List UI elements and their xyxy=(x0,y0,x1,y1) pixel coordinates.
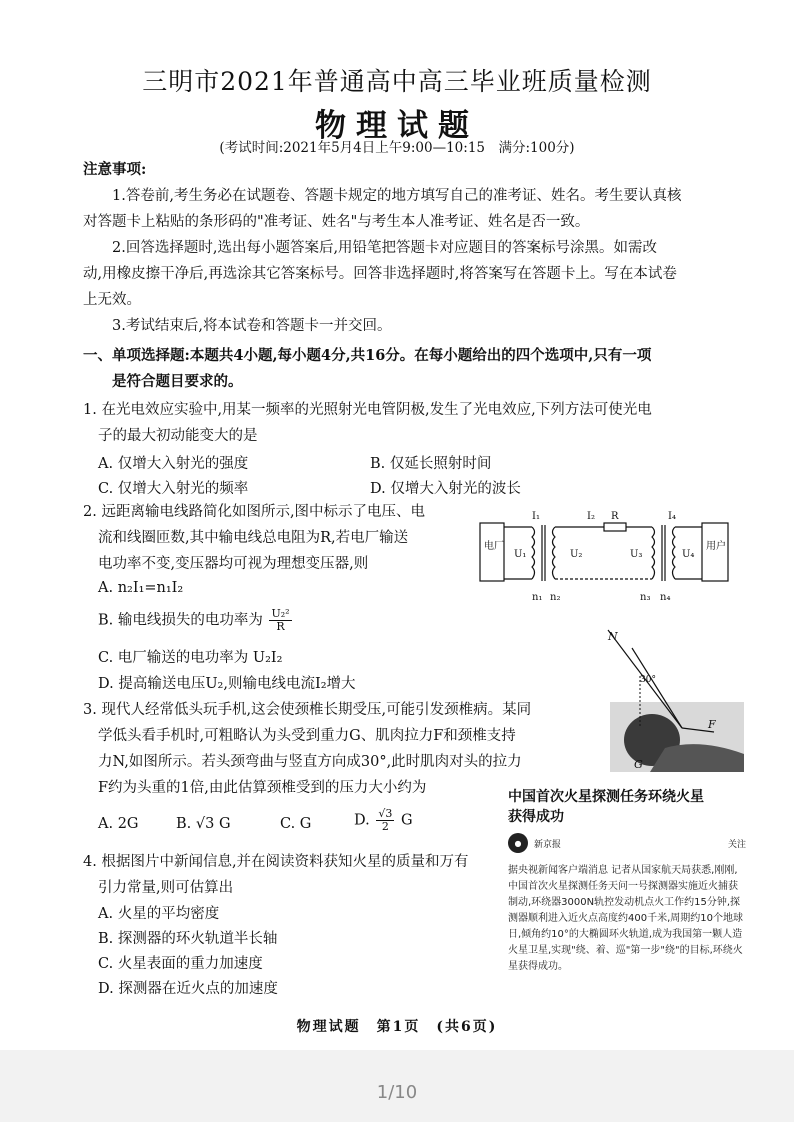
section-heading-cont: 是符合题目要求的。 xyxy=(112,373,243,390)
transmission-circuit-diagram xyxy=(470,505,740,605)
resistor-label: R xyxy=(611,511,619,522)
q2-option-b xyxy=(98,608,294,633)
force-f-label: F xyxy=(708,718,716,731)
fraction-numerator: √3 xyxy=(378,807,393,820)
turns-n3-label: n₃ xyxy=(640,592,651,603)
q1-stem: 1. 在光电效应实验中,用某一频率的光照射光电管阴极,发生了光电效应,下列方法可使光电 xyxy=(83,402,652,418)
voltage-u2-label: U₂ xyxy=(570,549,583,560)
q2-option-a: A. n₂I₁=n₁I₂ xyxy=(98,580,184,596)
notice-line: 动,用橡皮擦干净后,再选涂其它答案标号。回答非选择题时,将答案写在答题卡上。写在本试卷 xyxy=(83,266,677,282)
news-title-cont: 获得成功 xyxy=(508,809,564,825)
q2-stem-cont: 流和线圈匝数,其中输电线总电阻为R,若电厂输送 xyxy=(98,530,409,546)
neck-force-figure xyxy=(608,630,744,772)
q3-option-d-prefix: D. xyxy=(354,812,370,829)
exam-info: (考试时间:2021年5月4日上午9:00—10:15 满分:100分) xyxy=(219,140,575,156)
notice-line: 上无效。 xyxy=(83,292,141,308)
news-body: 据央视新闻客户端消息 记者从国家航天局获悉,刚刚,中国首次火星探测任务天问一号探测器实施近火捕获制动,环绕器3000N轨控发动机点火工作约15分钟,探测器顺利进入近火点高度约400千米,周期约10个地球日,倾角约10°的大椭圆环火轨道,成为我国第一颗人造火星卫星,实现"绕、着、巡"第一步"绕"的目标,环绕火星获得成功。 xyxy=(508,865,743,972)
news-title: 中国首次火星探测任务环绕火星 xyxy=(508,789,704,805)
fraction xyxy=(269,608,291,633)
notice-line: 对答题卡上粘贴的条形码的"准考证、姓名"与考生本人准考证、姓名是否一致。 xyxy=(83,214,590,230)
q2-option-c: C. 电厂输送的电功率为 U₂I₂ xyxy=(98,650,283,666)
q2-option-b-text: B. 输电线损失的电功率为 xyxy=(98,612,263,629)
q3-option-a: A. 2G xyxy=(98,816,139,832)
fraction-denominator: R xyxy=(276,620,285,633)
current-i4-label: I₄ xyxy=(668,511,676,522)
notice-line: 3.考试结束后,将本试卷和答题卡一并交回。 xyxy=(112,318,392,334)
q4-stem: 4. 根据图片中新闻信息,并在阅读资料获知火星的质量和万有 xyxy=(83,854,469,870)
q4-stem-cont: 引力常量,则可估算出 xyxy=(98,880,234,896)
q4-option-d: D. 探测器在近火点的加速度 xyxy=(98,981,278,997)
q3-stem-cont: 学低头看手机时,可粗略认为头受到重力G、肌肉拉力F和颈椎支持 xyxy=(98,728,516,744)
current-i2-label: I₂ xyxy=(587,511,595,522)
q1-option-d: D. 仅增大入射光的波长 xyxy=(370,481,521,497)
notice-line: 1.答卷前,考生务必在试题卷、答题卡规定的地方填写自己的准考证、姓名。考生要认真核 xyxy=(112,188,682,204)
news-source xyxy=(508,833,746,853)
news-source-name: 新京报 xyxy=(534,839,562,850)
news-clipping xyxy=(508,787,746,1017)
q2-option-d: D. 提高输送电压U₂,则输电线电流I₂增大 xyxy=(98,676,356,692)
q1-stem-cont: 子的最大初动能变大的是 xyxy=(98,428,258,444)
q3-stem: 3. 现代人经常低头玩手机,这会使颈椎长期受压,可能引发颈椎病。某同 xyxy=(83,702,532,718)
power-plant-label: 电厂 xyxy=(484,541,504,552)
q2-stem: 2. 远距离输电线路简化如图所示,图中标示了电压、电 xyxy=(83,504,426,520)
q4-option-b: B. 探测器的环火轨道半长轴 xyxy=(98,931,278,947)
q2-stem-cont: 电功率不变,变压器均可视为理想变压器,则 xyxy=(98,556,369,572)
voltage-u3-label: U₃ xyxy=(630,549,643,560)
follow-label: 关注 xyxy=(727,839,746,850)
turns-n4-label: n₄ xyxy=(660,592,671,603)
q3-stem-cont: 力N,如图所示。若头颈弯曲与竖直方向成30°,此时肌肉对头的拉力 xyxy=(98,754,522,770)
q3-option-c: C. G xyxy=(280,816,312,832)
q1-option-a: A. 仅增大入射光的强度 xyxy=(98,456,249,472)
turns-n2-label: n₂ xyxy=(550,592,561,603)
subject-title: 物理试题 xyxy=(315,108,479,144)
q1-option-c: C. 仅增大入射光的频率 xyxy=(98,481,249,497)
user-label: 用户 xyxy=(706,541,726,552)
fraction-denominator: 2 xyxy=(381,820,389,833)
q3-stem-cont: F约为头重的1倍,由此估算颈椎受到的压力大小约为 xyxy=(98,780,427,796)
page-footer: 物理试题 第1页 (共6页) xyxy=(296,1019,498,1035)
page-indicator: 1/10 xyxy=(376,1082,418,1103)
q4-option-a: A. 火星的平均密度 xyxy=(98,906,220,922)
fraction xyxy=(376,808,394,833)
notice-heading: 注意事项: xyxy=(83,161,147,178)
force-n-label: N xyxy=(608,630,618,643)
news-logo-icon: ● xyxy=(508,833,528,853)
q3-option-d xyxy=(354,808,413,833)
exam-title: 三明市2021年普通高中高三毕业班质量检测 xyxy=(142,67,652,96)
notice-line: 2.回答选择题时,选出每小题答案后,用铅笔把答题卡对应题目的答案标号涂黑。如需改 xyxy=(112,240,658,256)
section-heading: 一、单项选择题:本题共4小题,每小题4分,共16分。在每小题给出的四个选项中,只有一项 xyxy=(83,347,652,364)
turns-n1-label: n₁ xyxy=(532,592,543,603)
angle-label: 30° xyxy=(640,675,656,685)
fraction-numerator: U₂² xyxy=(271,607,290,620)
force-g-label: G xyxy=(634,758,643,771)
voltage-u1-label: U₁ xyxy=(514,549,527,560)
q3-option-b: B. √3 G xyxy=(176,816,231,832)
voltage-u4-label: U₄ xyxy=(682,549,695,560)
q1-option-b: B. 仅延长照射时间 xyxy=(370,456,492,472)
current-i1-label: I₁ xyxy=(532,511,540,522)
q3-option-d-suffix: G xyxy=(400,812,413,829)
q4-option-c: C. 火星表面的重力加速度 xyxy=(98,956,263,972)
